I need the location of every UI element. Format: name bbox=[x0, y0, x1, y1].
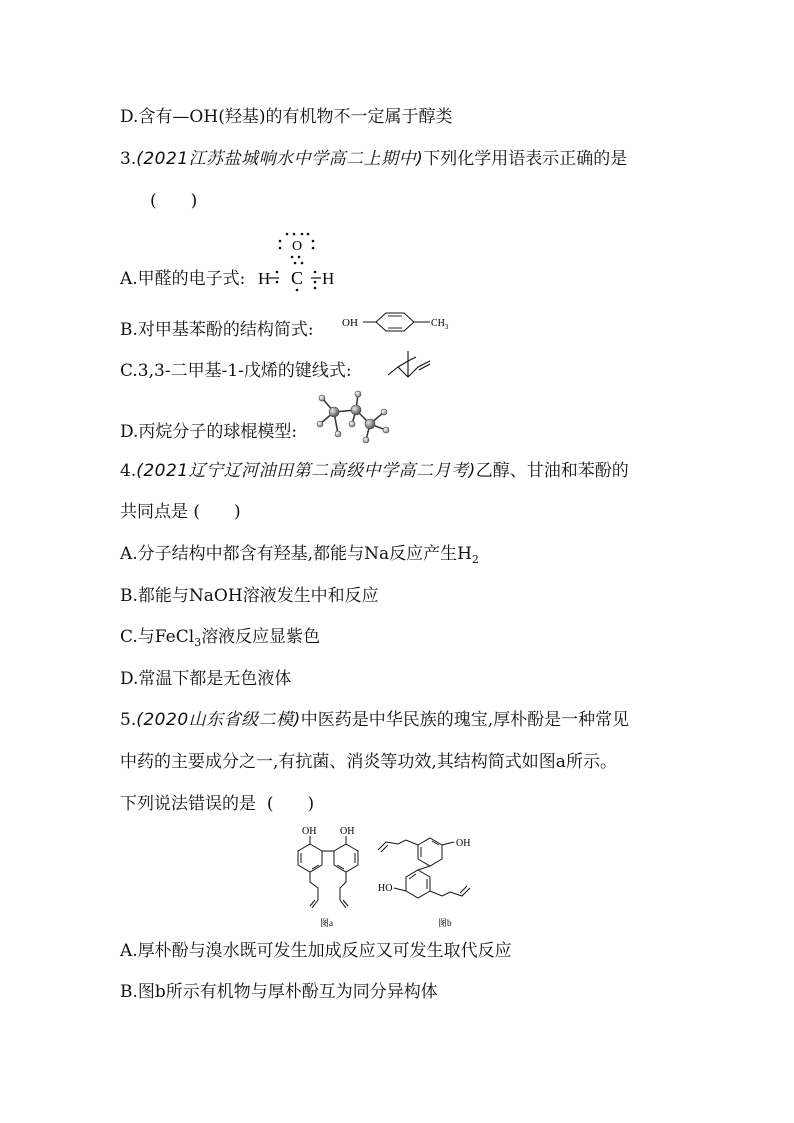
methyl-label: $CH_3$ bbox=[431, 318, 449, 331]
q5-option-a: A.厚朴酚与溴水既可发生加成反应又可发生取代反应 bbox=[120, 941, 512, 961]
c-atom: C bbox=[291, 268, 304, 288]
q3-option-c: C.3,3-二甲基-1-戊烯的键线式: bbox=[120, 361, 352, 381]
q5-stem-line3 bbox=[120, 793, 314, 815]
q5-option-b: B.图b所示有机物与厚朴酚互为同分异构体 bbox=[120, 982, 438, 1002]
q3-option-d: D.丙烷分子的球棍模型: bbox=[120, 422, 298, 442]
q3-answer-paren: ( ) bbox=[150, 191, 198, 211]
hydroxyl-label: OH bbox=[342, 317, 358, 329]
q5-stem-line1 bbox=[120, 709, 629, 731]
h-left-atom: H bbox=[258, 269, 271, 288]
q4-option-c-text-2: 溶液反应显紫色 bbox=[201, 627, 321, 647]
q4-option-c-text: C.与FeCl bbox=[120, 627, 195, 647]
q4-option-a bbox=[120, 543, 479, 565]
ring-a-right bbox=[334, 844, 358, 872]
q3-stem bbox=[120, 148, 627, 170]
q5-source: (2020山东省级二模) bbox=[136, 710, 301, 730]
q4-option-b: B.都能与NaOH溶液发生中和反应 bbox=[120, 586, 379, 606]
q4-option-a-text: A.分子结构中都含有羟基,都能与Na反应产生H bbox=[120, 544, 472, 564]
q4-stem-line2 bbox=[120, 501, 241, 523]
subscript: 2 bbox=[471, 553, 479, 566]
q4-text-2: 共同点是 bbox=[120, 502, 188, 522]
q3-source: (2021江苏盐城响水中学高二上期中) bbox=[136, 149, 424, 169]
q3-option-b: B.对甲基苯酚的结构简式: bbox=[120, 320, 314, 340]
q4-number: 4. bbox=[120, 461, 137, 481]
fig-a-oh-left: OH bbox=[302, 826, 317, 837]
q3-text: 下列化学用语表示正确的是 bbox=[423, 149, 628, 169]
q4-stem-line1 bbox=[120, 460, 629, 482]
fig-a-caption: 图a bbox=[320, 918, 333, 928]
q4-answer-paren: ( ) bbox=[193, 502, 241, 522]
q5-text-3: 下列说法错误的是 bbox=[120, 794, 256, 814]
ring-b-bottom bbox=[406, 870, 430, 898]
fig-b-oh-top: OH bbox=[456, 838, 471, 849]
q3-option-a: A.甲醛的电子式: bbox=[120, 269, 246, 289]
q5-stem-line2: 中药的主要成分之一,有抗菌、消炎等功效,其结构简式如图a所示。 bbox=[120, 752, 617, 772]
q4-option-d: D.常温下都是无色液体 bbox=[120, 669, 292, 689]
bond-line-formula bbox=[386, 349, 432, 383]
q5-answer-paren: ( ) bbox=[266, 794, 315, 814]
q4-source: (2021辽宁辽河油田第二高级中学高二月考) bbox=[136, 461, 476, 481]
o-atom: O bbox=[292, 239, 303, 254]
ring-b-top bbox=[418, 838, 442, 866]
q3-number: 3. bbox=[120, 149, 137, 169]
magnolol-figures bbox=[288, 822, 518, 930]
p-cresol-structure bbox=[342, 310, 460, 342]
subscript: 3 bbox=[194, 636, 202, 649]
ring-a-left bbox=[298, 844, 322, 872]
propane-ball-stick-model bbox=[312, 390, 392, 444]
fig-b-ho-bottom: HO bbox=[378, 883, 393, 894]
fig-b-caption: 图b bbox=[438, 918, 452, 928]
q5-text: 中医药是中华民族的瑰宝,厚朴酚是一种常见 bbox=[300, 710, 630, 730]
q4-option-c bbox=[120, 626, 320, 648]
q2-option-d: D.含有—OH(羟基)的有机物不一定属于醇类 bbox=[120, 107, 453, 127]
q5-number: 5. bbox=[120, 710, 137, 730]
h-right-atom: H bbox=[322, 269, 335, 288]
formaldehyde-electron-formula bbox=[255, 230, 335, 292]
q4-text: 乙醇、甘油和苯酚的 bbox=[475, 461, 629, 481]
fig-a-oh-right: OH bbox=[340, 826, 355, 837]
